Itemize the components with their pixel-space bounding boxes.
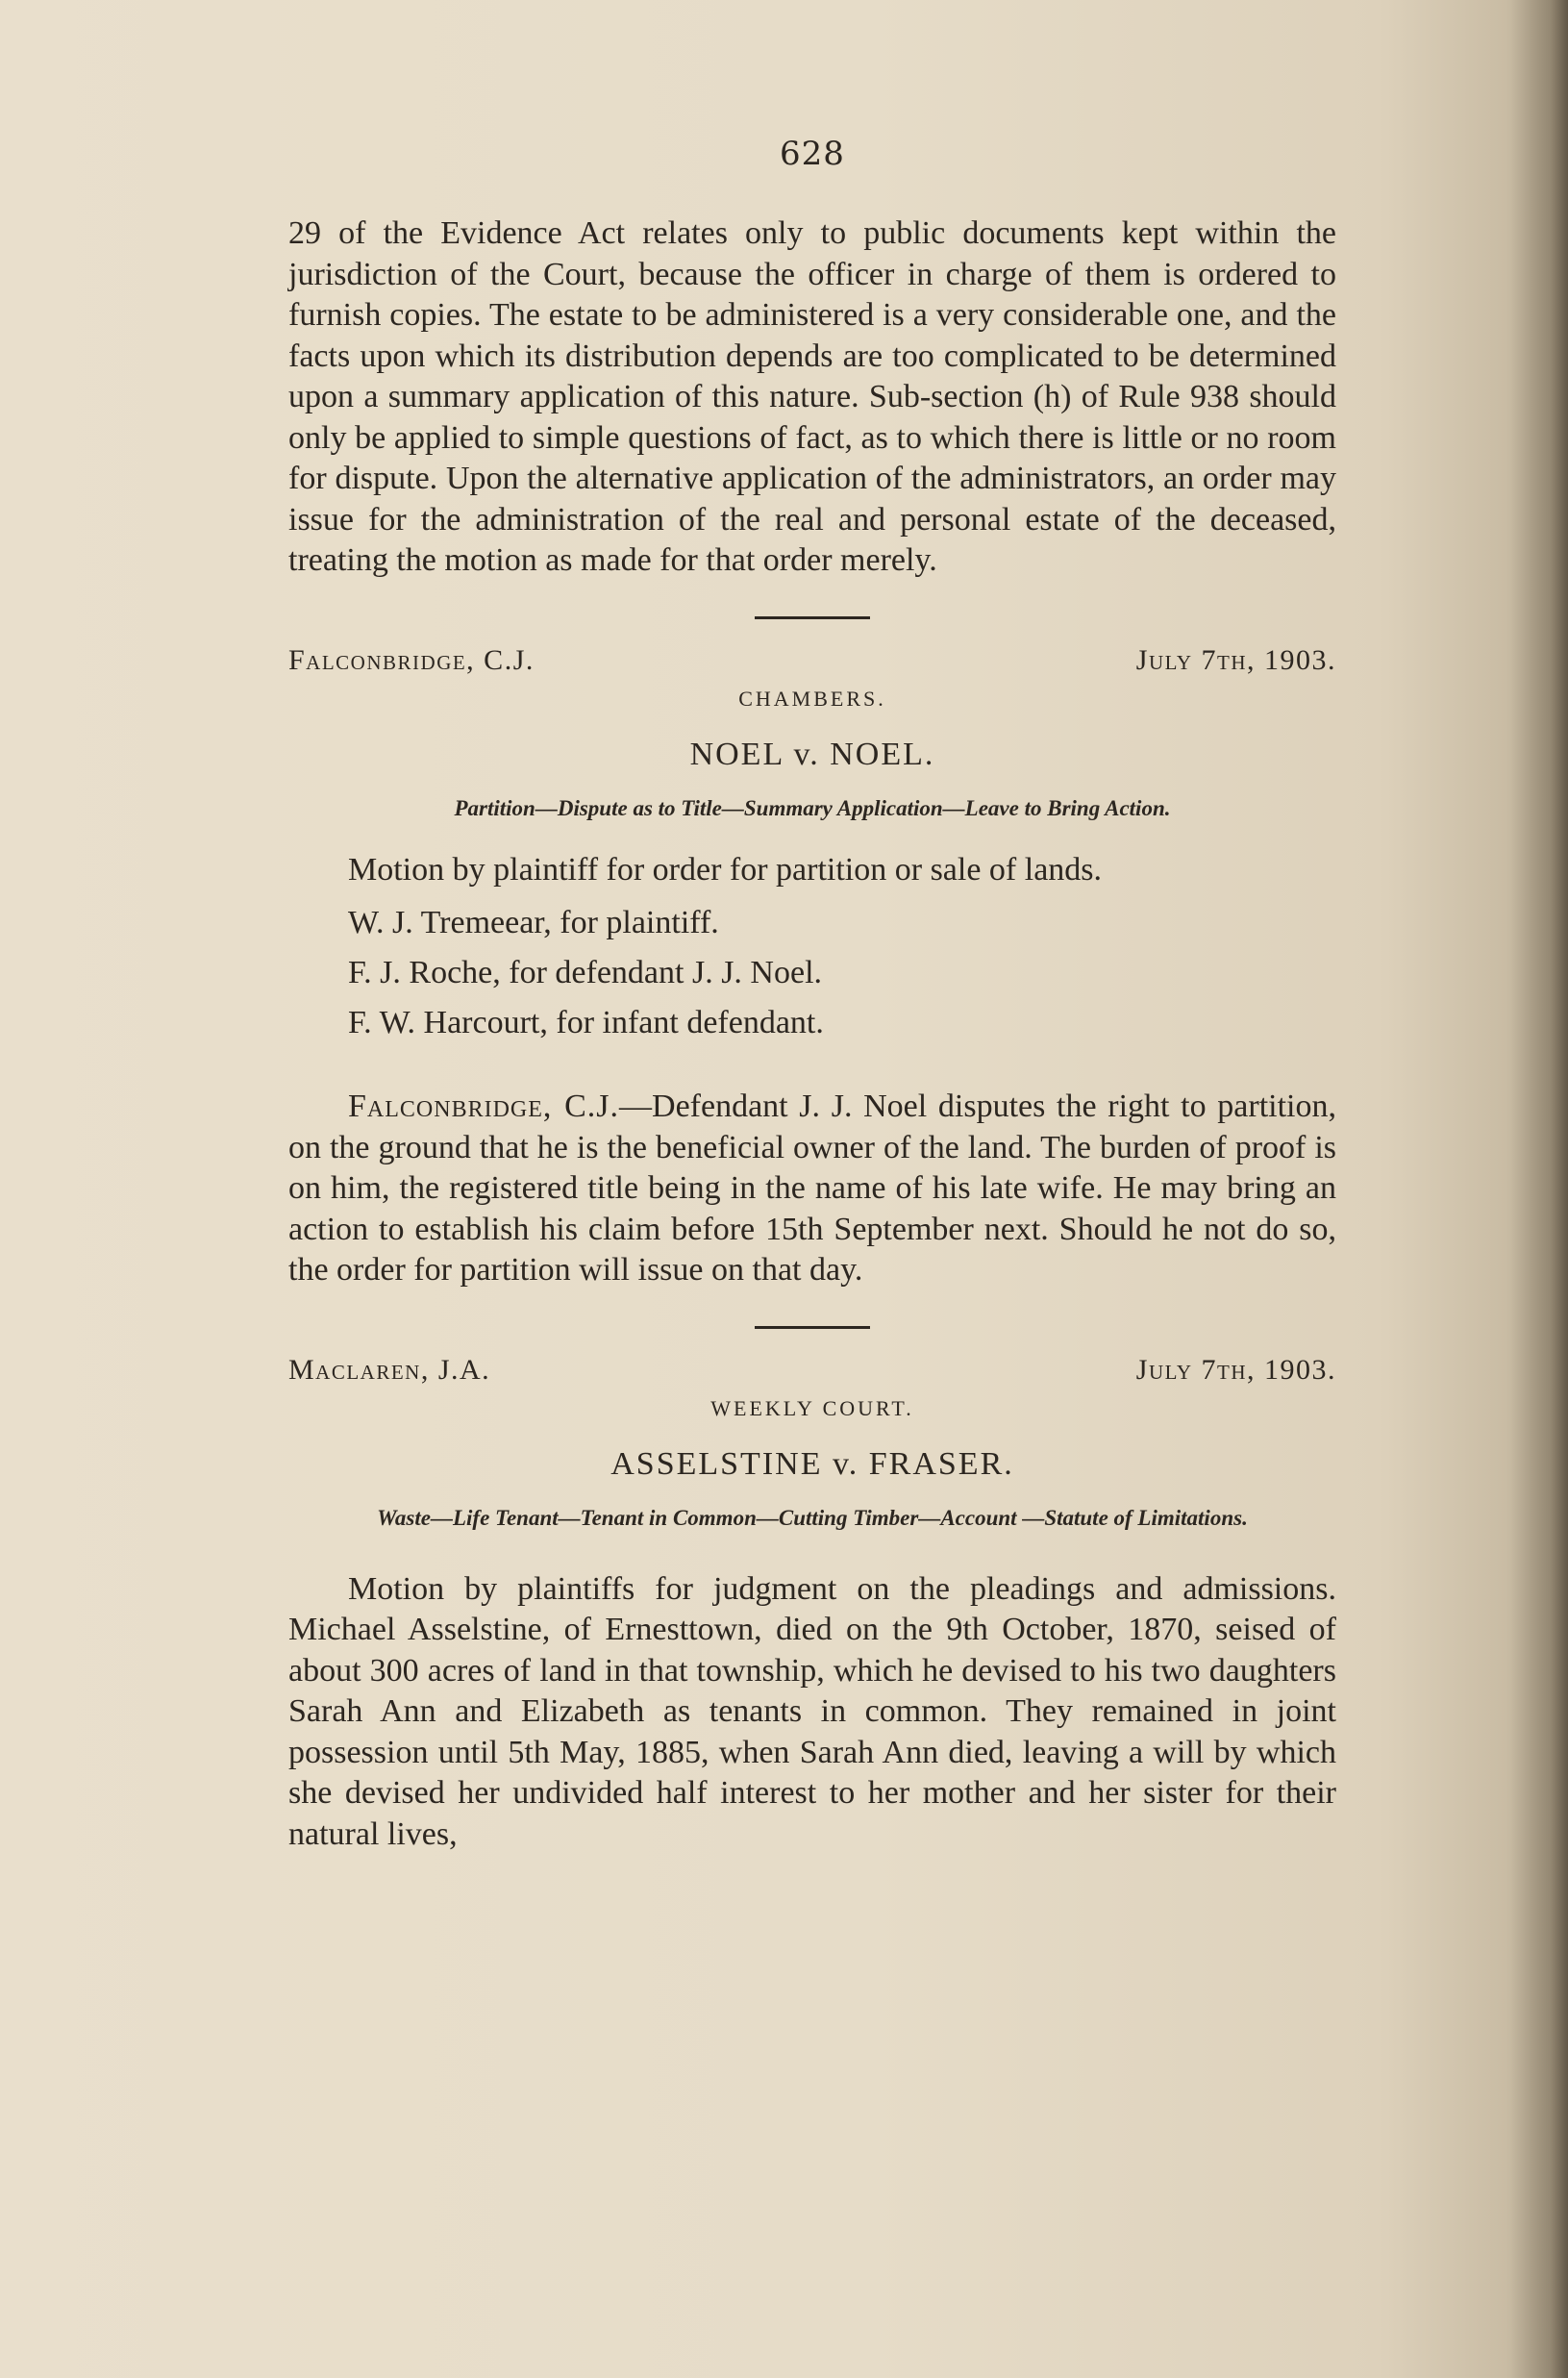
case-motion: Motion by plaintiff for order for partition or sale of lands. xyxy=(348,851,1103,888)
case-headnote: Partition—Dispute as to Title—Summary Application—Leave to Bring Action. xyxy=(454,795,1171,820)
page-content xyxy=(288,135,1336,1855)
case-caption xyxy=(288,1354,1336,1387)
spacer xyxy=(288,1048,1336,1087)
case-headnote: Waste—Life Tenant—Tenant in Common—Cutting Timber—Account —Statute of Limitations. xyxy=(377,1505,1248,1530)
spacer xyxy=(288,1560,1336,1569)
case-asselstine-v-fraser xyxy=(288,1354,1336,1856)
section-divider xyxy=(755,616,870,619)
judgment-text: —Defendant J. J. Noel disputes the right to partition, on the ground that he is the beneficial owner of the land. The burden of proof is on him, the registered title being in the name of his late wife. He may bring an action to establish his claim before 15th September next. Should he not do so, the order for partition will issue on that day. xyxy=(288,1089,1336,1288)
case-court: WEEKLY COURT. xyxy=(710,1395,914,1420)
counsel-entry: F. W. Harcourt, for infant defendant. xyxy=(348,1005,824,1040)
case-caption xyxy=(288,644,1336,677)
case-date: July 7th, 1903. xyxy=(1135,643,1336,676)
opening-paragraph: 29 of the Evidence Act relates only to public documents kept within the jurisdiction of the Court, because the officer in charge of them is ordered to furnish copies. The estate to be administered is a very considerable one, and the facts upon which its distribution depends are too complicated to be determined upon a summary application of this nature. Sub-section (h) of Rule 938 should only be applied to simple questions of fact, as to which there is little or no room for dispute. Upon the alternative application of the administrators, an order may issue for the administration of the real and personal estate of the deceased, treating the motion as made for that order merely. xyxy=(288,215,1336,578)
case-judgment xyxy=(288,1087,1336,1291)
case-date: July 7th, 1903. xyxy=(1135,1353,1336,1386)
case-title: NOEL v. NOEL. xyxy=(689,736,935,772)
case-motion: Motion by plaintiffs for judgment on the pleadings and admissions. Michael Asselstine, of Ernesttown, died on the 9th October, 1870, seised of about 300 acres of land in that township, which he devised to his two daughters Sarah Ann and Elizabeth as tenants in common. They remained in joint possession until 5th May, 1885, when Sarah Ann died, leaving a will by which she devised her undivided half interest to her mother and her sister for their natural lives, xyxy=(288,1570,1336,1852)
judgment-speaker: Falconbridge, C.J. xyxy=(348,1089,620,1124)
page-number: 628 xyxy=(780,135,845,173)
case-title: ASSELSTINE v. FRASER. xyxy=(610,1445,1014,1482)
counsel-list xyxy=(288,898,1336,1048)
case-judge: Falconbridge, C.J. xyxy=(288,643,535,676)
page-edge-shadow xyxy=(1510,0,1568,2378)
case-noel-v-noel xyxy=(288,644,1336,1291)
case-judge: Maclaren, J.A. xyxy=(288,1353,491,1386)
counsel-entry: F. J. Roche, for defendant J. J. Noel. xyxy=(348,955,823,990)
case-court: CHAMBERS. xyxy=(738,686,886,711)
section-divider xyxy=(755,1326,870,1329)
counsel-entry: W. J. Tremeear, for plaintiff. xyxy=(348,905,719,940)
